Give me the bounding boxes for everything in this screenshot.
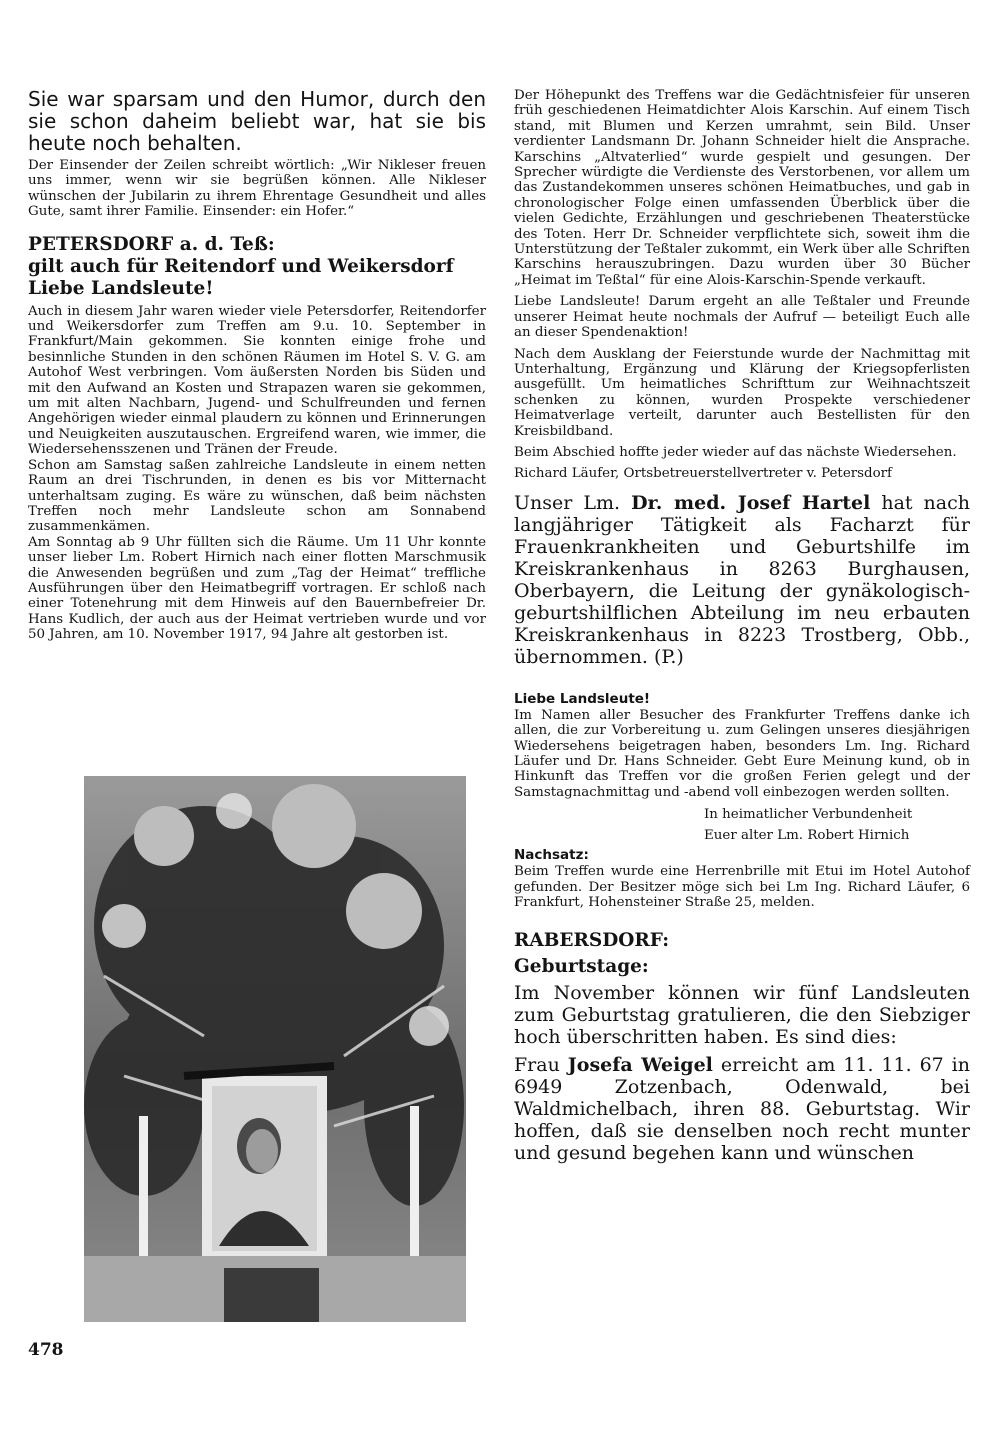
body-paragraph-2: Schon am Samstag saßen zahlreiche Landsleute in einem netten Raum an drei Tischrunden, in denen es bis vor Mitternacht unterhaltsam zuging. Es wäre zu wünschen, daß beim nächsten Treffen noch mehr Landsleute schon am Sonnabend zusammenkämen.: [28, 457, 486, 535]
intro-paragraph: Sie war sparsam und den Humor, durch den sie schon daheim beliebt war, hat sie bis heute noch behalten.: [28, 87, 486, 155]
hartel-pre: Unser Lm.: [514, 491, 621, 514]
memorial-photo-image: [84, 776, 466, 1322]
hartel-name: Dr. med. Josef Hartel: [631, 491, 871, 514]
section-heading-petersdorf: PETERSDORF a. d. Teß:: [28, 233, 275, 255]
nachsatz-paragraph: Beim Treffen wurde eine Herrenbrille mit Etui im Hotel Autohof gefunden. Der Besitzer möge sich bei Lm Ing. Richard Läufer, 6 Frankfurt, Hohensteiner Straße 25, melden.: [514, 864, 970, 910]
body-paragraph: Auch in diesem Jahr waren wieder viele Petersdorfer, Reitendorfer und Weikersdorfer zum Treffen am 9.u. 10. September in Frankfurt/Main gekommen. Sie konnten einige frohe und besinnliche Stunden in den schönen Räumen im Hotel S. V. G. am Autohof West verbringen. Vom äußersten Norden bis Süden und mit den Aufwand an Kosten und Strapazen waren sie gekommen, um mit alten Nachbarn, Jugend- und Schulfreunden und fernen Angehörigen wieder einmal plaudern zu können und Erinnerungen und Neuigkeiten auszutauschen. Ergreifend waren, wie immer, die Wiedersehensszenen und Tränen der Freude.: [28, 303, 486, 458]
signature-line-2: Euer alter Lm. Robert Hirnich: [704, 828, 910, 844]
greeting-heading-2: Liebe Landsleute!: [514, 690, 651, 707]
right-paragraph-4: Beim Abschied hoffte jeder wieder auf das nächste Wiedersehen.: [514, 444, 957, 460]
thanks-paragraph: Im Namen aller Besucher des Frankfurter Treffens danke ich allen, die zur Vorbereitung u. zum Gelingen unseres diesjährigen Wiedersehens beigetragen haben, besonders Lm. Ing. Richard Läufer und Dr. Hans Schneider. Gebt Eure Meinung kund, ob in Hinkunft das Treffen vor die großen Ferien gelegt und der Samstagnachmittag und -abend voll einbezogen werden sollten.: [514, 707, 970, 800]
hartel-post: hat nach langjähriger Tätigkeit als Facharzt für Frauenkrankheiten und Geburtshilfe im Kreiskrankenhaus in 8263 Burghausen, Oberbayern, die Leitung der gynäkologisch-geburtshilflichen Abteilung im neu erbauten Kreiskrankenhaus in 8223 Trostberg, Obb., übernommen. (P.): [514, 491, 970, 668]
right-paragraph-3: Nach dem Ausklang der Feierstunde wurde der Nachmittag mit Unterhaltung, Ergänzung und Klärung der Kriegsopferlisten ausgefüllt. Um heimatliches Schrifttum zur Weihnachtszeit schenken zu können, wurden Prospekte verschiedener Heimatverlage verteilt, darunter auch Bestellisten für den Kreisbildband.: [514, 346, 970, 439]
page-number: 478: [28, 1340, 64, 1360]
signature-line-1: In heimatlicher Verbundenheit: [704, 807, 913, 823]
section-subheading: gilt auch für Reitendorf und Weikersdorf: [28, 255, 454, 277]
memorial-photo: [84, 776, 466, 1322]
birthdays-intro: Im November können wir fünf Landsleuten zum Geburtstag gratulieren, die den Siebziger hoch überschritten haben. Es sind dies:: [514, 982, 970, 1049]
hartel-notice: [514, 492, 970, 668]
birthday-post: erreicht am 11. 11. 67 in 6949 Zotzenbach, Odenwald, bei Waldmichelbach, ihren 88. Geburtstag. Wir hoffen, daß sie denselben noch recht munter und gesund begehen kann und wünschen: [514, 1054, 970, 1165]
greeting-heading: Liebe Landsleute!: [28, 277, 214, 299]
birthday-name: Josefa Weigel: [567, 1054, 713, 1077]
right-paragraph-1: Der Höhepunkt des Treffens war die Gedächtnisfeier für unseren früh geschiedenen Heimatdichter Alois Karschin. Auf einem Tisch stand, mit Blumen und Kerzen umrahmt, sein Bild. Unser verdienter Landsmann Dr. Johann Schneider hielt die Ansprache. Karschins „Altvaterlied“ wurde gespielt und gesungen. Der Sprecher würdigte die Verdienste des Verstorbenen, vor allem um das Zustandekommen unseres schönen Heimatbuches, und gab in chronologischer Folge einen umfassenden Überblick über die vielen Gedichte, Erzählungen und geschriebenen Theaterstücke des Toten. Herr Dr. Schneider verpflichtete sich, soweit ihm die Unterstützung der Teßtaler zukommt, ein Werk über alle Schriften Karschins herauszubringen. Dazu wurden über 30 Bücher „Heimat im Teßtal“ für eine Alois-Karschin-Spende verkauft.: [514, 88, 970, 288]
birthday-pre: Frau: [514, 1054, 560, 1077]
right-column: [514, 88, 970, 1164]
left-column: [28, 88, 486, 643]
birthdays-heading: Geburtstage:: [514, 956, 649, 978]
birthday-weigel: [514, 1054, 970, 1164]
nachsatz-label: Nachsatz:: [514, 847, 589, 864]
letter-paragraph: Der Einsender der Zeilen schreibt wörtlich: „Wir Nikleser freuen uns immer, wenn wir sie begrüßen können. Alle Nikleser wünschen der Jubilarin zu ihrem Ehrentage Gesundheit und alles Gute, samt ihrer Familie. Einsender: ein Hofer.“: [28, 158, 486, 220]
body-paragraph-3: Am Sonntag ab 9 Uhr füllten sich die Räume. Um 11 Uhr konnte unser lieber Lm. Robert Hirnich nach einer flotten Marschmusik die Anwesenden begrüßen und zum „Tag der Heimat“ treffliche Ausführungen über den Heimatbegriff vortragen. Er schloß nach einer Totenehrung mit dem Hinweis auf den Bauernbefreier Dr. Hans Kudlich, der auch aus der Heimat vertrieben wurde und vor 50 Jahren, am 10. November 1917, 94 Jahre alt gestorben ist.: [28, 534, 486, 643]
signature-laeufer: Richard Läufer, Ortsbetreuerstellvertreter v. Petersdorf: [514, 466, 893, 482]
section-heading-rabersdorf: RABERSDORF:: [514, 930, 670, 952]
right-paragraph-2: Liebe Landsleute! Darum ergeht an alle Teßtaler und Freunde unserer Heimat heute nochmals der Aufruf — beteiligt Euch alle an dieser Spendenaktion!: [514, 294, 970, 341]
